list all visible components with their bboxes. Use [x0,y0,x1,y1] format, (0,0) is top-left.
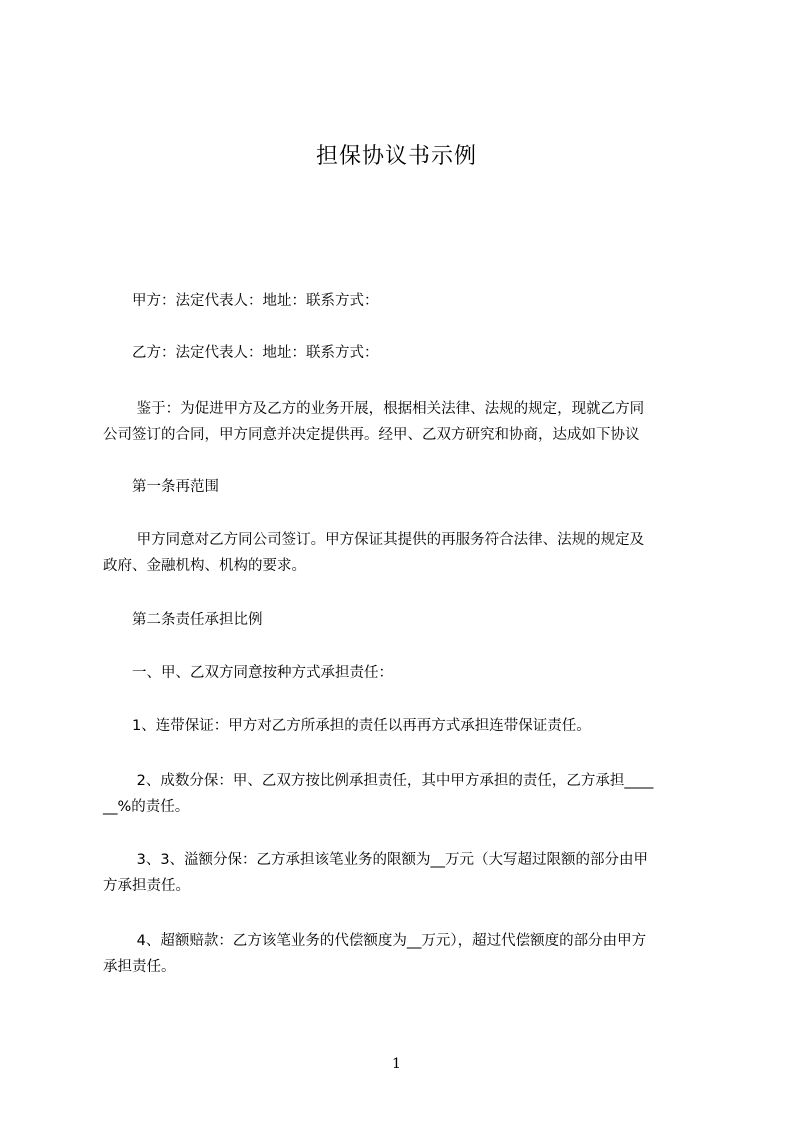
document-title: 担保协议书示例 [315,144,477,169]
paragraph-line: 第一条再范围 [103,479,219,495]
paragraph-line: 3、3、溢额分保：乙方承担该笔业务的限额为__万元（大写超过限额的部分由甲 [103,852,649,868]
paragraph-line: 公司签订的合同，甲方同意并决定提供再。经甲、乙双方研究和协商，达成如下协议 [103,427,640,443]
paragraph-line: 甲方同意对乙方同公司签订。甲方保证其提供的再服务符合法律、法规的规定及 [103,532,645,548]
paragraph-line: 方承担责任。 [103,878,190,894]
paragraph-line: 政府、金融机构、机构的要求。 [103,558,306,574]
paragraph-line: __%的责任。 [103,799,190,815]
item-surplus-share [103,847,703,899]
article-one-body [103,527,703,579]
paragraph-line: 4、超额赔款：乙方该笔业务的代偿额度为__万元），超过代偿额度的部分由甲方 [103,933,647,949]
item-quota-share [103,768,703,820]
paragraph-line: 甲方：法定代表人：地址：联系方式： [103,293,379,309]
page-number: 1 [392,1056,401,1072]
whereas-clause [103,396,703,448]
paragraph-line: 承担责任。 [103,959,176,975]
item-joint-guarantee [103,713,703,739]
paragraph-line: 一、甲、乙双方同意按种方式承担责任： [103,665,393,681]
paragraph-line: 2、成数分保：甲、乙双方按比例承担责任，其中甲方承担的责任，乙方承担____ [103,773,654,789]
article-two-heading [103,607,703,633]
paragraph-line: 第二条责任承担比例 [103,612,263,628]
party-b-info [103,340,703,366]
party-a-info [103,288,703,314]
paragraph-line: 乙方：法定代表人：地址：联系方式： [103,345,379,361]
paragraph-line: 1、连带保证：甲方对乙方所承担的责任以再再方式承担连带保证责任。 [103,718,591,734]
article-one-heading [103,474,703,500]
item-excess-loss [103,928,703,980]
section-one-intro [103,660,703,686]
paragraph-line: 鉴于：为促进甲方及乙方的业务开展，根据相关法律、法规的规定，现就乙方同 [103,401,645,417]
